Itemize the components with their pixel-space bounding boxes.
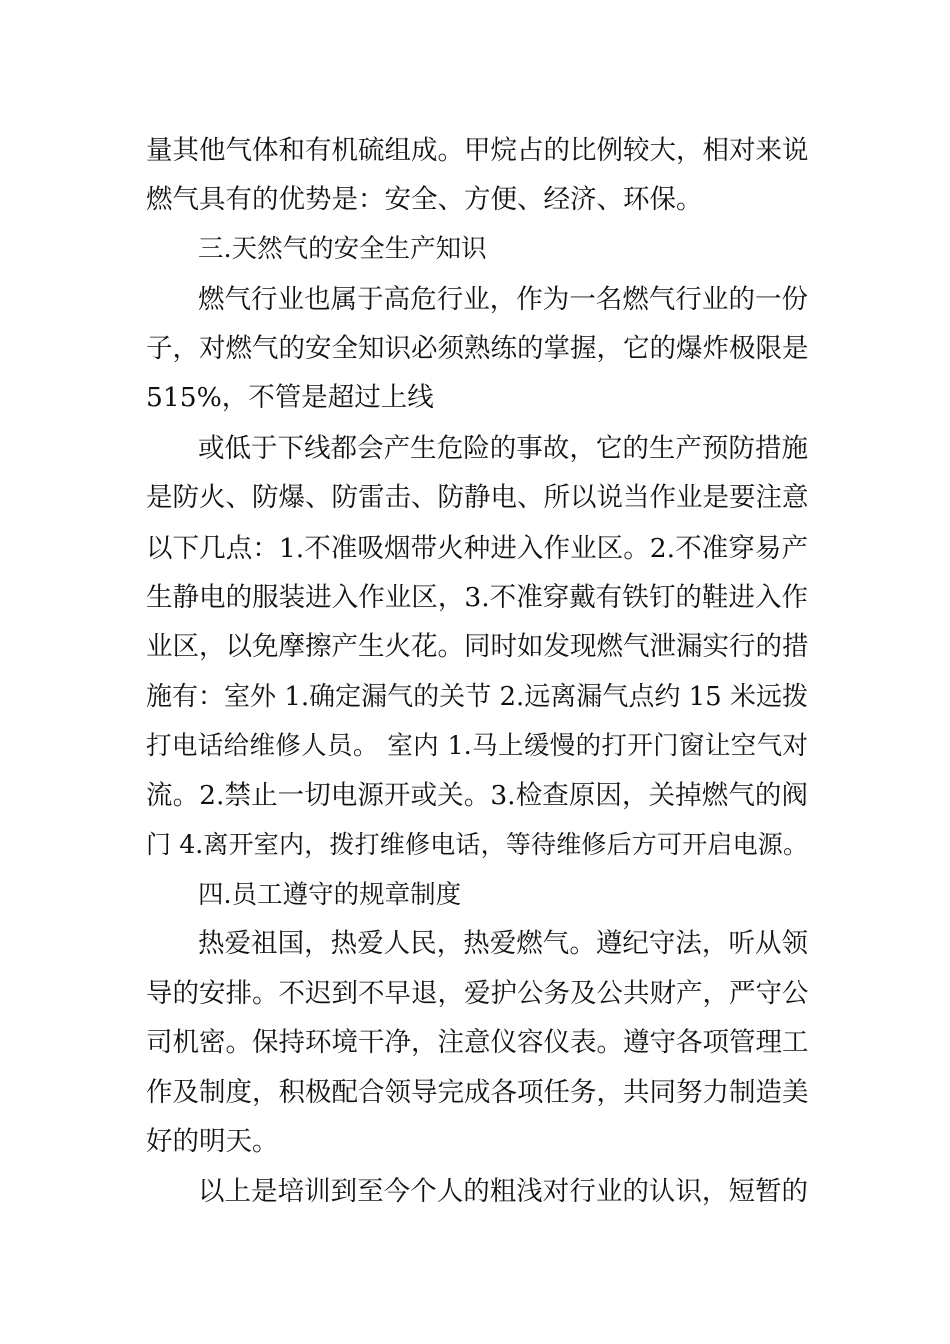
paragraph-line: 导的安排。不迟到不早退，爱护公务及公共财产，严守公 [146,978,808,1009]
paragraph-line: 515%，不管是超过上线 [146,382,434,413]
paragraph-line: 热爱祖国，热爱人民，热爱燃气。遵纪守法，听从领 [198,928,808,959]
paragraph-line: 或低于下线都会产生危险的事故，它的生产预防措施 [198,433,808,464]
paragraph-line: 作及制度，积极配合领导完成各项任务，共同努力制造美 [146,1077,808,1108]
section-heading: 四.员工遵守的规章制度 [198,880,462,910]
paragraph-line: 是防火、防爆、防雷击、防静电、所以说当作业是要注意 [146,482,808,513]
paragraph-line: 子，对燃气的安全知识必须熟练的掌握，它的爆炸极限是 [146,333,808,364]
section-heading: 三.天然气的安全生产知识 [198,234,487,264]
paragraph-line: 好的明天。 [146,1126,279,1157]
paragraph-line: 打电话给维修人员。 室内 1.马上缓慢的打开门窗让空气对 [146,731,808,761]
paragraph-line: 以上是培训到至今个人的粗浅对行业的认识，短暂的 [198,1176,808,1207]
paragraph-line: 流。2.禁止一切电源开或关。3.检查原因，关掉燃气的阀 [146,780,808,811]
paragraph-line: 业区，以免摩擦产生火花。同时如发现燃气泄漏实行的措 [146,631,808,662]
paragraph-line: 司机密。保持环境干净，注意仪容仪表。遵守各项管理工 [146,1027,808,1058]
paragraph-line: 门 4.离开室内，拨打维修电话，等待维修后方可开启电源。 [146,830,808,859]
paragraph-line: 施有：室外 1.确定漏气的关节 2.远离漏气点约 15 米远拨 [146,682,808,712]
paragraph-line: 以下几点：1.不准吸烟带火种进入作业区。2.不准穿易产 [146,533,808,564]
paragraph-line: 量其他气体和有机硫组成。甲烷占的比例较大，相对来说 [146,135,808,166]
paragraph-line: 生静电的服装进入作业区，3.不准穿戴有铁钉的鞋进入作 [146,582,808,613]
paragraph-line: 燃气具有的优势是：安全、方便、经济、环保。 [146,184,703,215]
paragraph-line: 燃气行业也属于高危行业，作为一名燃气行业的一份 [198,284,808,315]
